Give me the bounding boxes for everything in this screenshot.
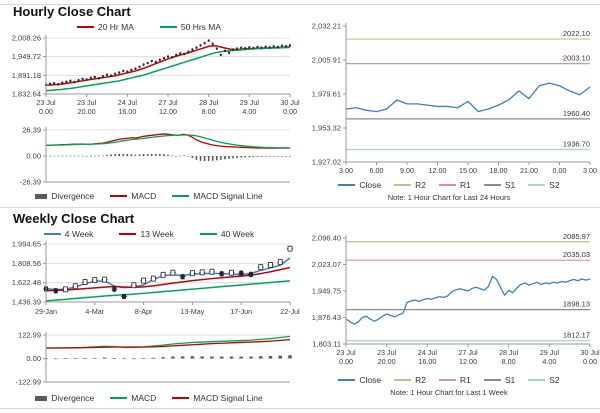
svg-text:2,023.07: 2,023.07 xyxy=(311,260,341,270)
svg-text:0.00: 0.00 xyxy=(26,354,41,363)
svg-text:1,832.64: 1,832.64 xyxy=(11,89,41,99)
svg-text:26.39: 26.39 xyxy=(22,125,41,135)
intraday-1w-chart xyxy=(300,228,598,374)
svg-text:16.00: 16.00 xyxy=(418,357,437,366)
legend-label: MACD xyxy=(131,191,157,201)
divergence-bars-swatch-icon xyxy=(35,396,47,401)
green-line-swatch-icon xyxy=(200,233,217,235)
intraday-24h-legend xyxy=(300,180,598,190)
svg-text:27 Jul: 27 Jul xyxy=(458,348,478,357)
svg-text:1,876.43: 1,876.43 xyxy=(311,313,341,323)
svg-text:8.00: 8.00 xyxy=(201,107,216,116)
svg-text:13-May: 13-May xyxy=(180,307,205,316)
intraday-1w-legend xyxy=(300,375,598,385)
svg-text:1,953.32: 1,953.32 xyxy=(311,123,341,133)
svg-text:3.00: 3.00 xyxy=(339,166,353,175)
green-line-swatch-icon xyxy=(110,397,127,399)
legend-item-r1 xyxy=(439,180,471,190)
legend-item-divergence xyxy=(35,393,94,403)
lightblue-line-swatch-icon xyxy=(528,379,545,381)
svg-text:30 Jul: 30 Jul xyxy=(280,98,300,107)
intraday-24h-chart xyxy=(300,16,598,180)
svg-text:9.00: 9.00 xyxy=(400,166,414,175)
tan-line-swatch-icon xyxy=(394,184,411,186)
svg-text:16.00: 16.00 xyxy=(118,107,137,116)
svg-text:22-Jul: 22-Jul xyxy=(280,307,300,316)
lightblue-line-swatch-icon xyxy=(528,184,545,186)
svg-text:3.00: 3.00 xyxy=(583,166,597,175)
svg-text:12.00: 12.00 xyxy=(428,166,447,175)
svg-text:24 Jul: 24 Jul xyxy=(417,348,437,357)
legend-label: R2 xyxy=(415,180,426,190)
svg-text:0.00: 0.00 xyxy=(283,107,297,116)
legend-label: MACD Signal Line xyxy=(193,191,263,201)
svg-text:-26.39: -26.39 xyxy=(19,177,41,187)
green-line-swatch-icon xyxy=(160,26,177,28)
legend-item-s2 xyxy=(528,180,559,190)
salmon-line-swatch-icon xyxy=(439,184,456,186)
svg-text:12.00: 12.00 xyxy=(459,357,477,366)
svg-text:29-Jan: 29-Jan xyxy=(35,307,57,316)
red-line-swatch-icon xyxy=(77,26,94,28)
svg-text:1,927.02: 1,927.02 xyxy=(311,157,341,167)
legend-label: 13 Week xyxy=(140,229,174,239)
legend-label: MACD xyxy=(131,393,157,403)
legend-label: 4 Week xyxy=(64,229,94,239)
svg-text:122.99: 122.99 xyxy=(18,330,41,340)
legend-item-macd-signal xyxy=(172,393,262,403)
svg-text:28 Jul: 28 Jul xyxy=(199,98,219,107)
svg-text:18.00: 18.00 xyxy=(489,166,508,175)
svg-text:29 Jul: 29 Jul xyxy=(239,98,259,107)
svg-text:2,008.26: 2,008.26 xyxy=(11,33,41,43)
weekly-macd-legend xyxy=(2,393,296,403)
tan-line-swatch-icon xyxy=(394,379,411,381)
svg-text:1,803.11: 1,803.11 xyxy=(312,339,341,349)
svg-text:2035.03: 2035.03 xyxy=(562,250,590,260)
svg-text:1,949.75: 1,949.75 xyxy=(311,286,341,296)
red-line-swatch-icon xyxy=(119,233,136,235)
divergence-bars-swatch-icon xyxy=(35,194,47,199)
legend-label: MACD Signal Line xyxy=(193,393,263,403)
svg-text:1,891.18: 1,891.18 xyxy=(11,70,41,80)
svg-text:4.00: 4.00 xyxy=(542,357,557,366)
legend-item-divergence xyxy=(35,191,94,201)
svg-text:24 Jul: 24 Jul xyxy=(117,98,137,107)
svg-text:0.00: 0.00 xyxy=(583,357,597,366)
legend-item-s1 xyxy=(484,180,515,190)
legend-item-close xyxy=(338,180,381,190)
intraday-1w-note: Note: 1 Hour Chart for Last 1 Week xyxy=(390,388,508,397)
gray-line-swatch-icon xyxy=(484,379,501,381)
legend-item-r2 xyxy=(394,180,426,190)
legend-label: Close xyxy=(359,180,382,190)
legend-item-r1 xyxy=(439,375,471,385)
svg-text:29 Jul: 29 Jul xyxy=(539,348,559,357)
svg-text:21.00: 21.00 xyxy=(520,166,538,175)
weekly-chart-title: Weekly Close Chart xyxy=(13,211,135,226)
intraday-24h-note: Note: 1 Hour Chart for Last 24 Hours xyxy=(387,193,511,202)
svg-text:1,622.48: 1,622.48 xyxy=(11,278,41,288)
legend-label: 20 Hr MA xyxy=(97,22,134,32)
svg-text:0.00: 0.00 xyxy=(552,166,567,175)
gray-line-swatch-icon xyxy=(484,184,501,186)
bottom-border xyxy=(0,408,600,409)
legend-item-20hr-ma xyxy=(77,22,134,32)
svg-text:23 Jul: 23 Jul xyxy=(36,98,56,107)
legend-label: 50 Hrs MA xyxy=(180,22,222,32)
blue-line-swatch-icon xyxy=(338,379,355,381)
svg-text:20.00: 20.00 xyxy=(77,107,96,116)
svg-text:8-Apr: 8-Apr xyxy=(134,307,153,316)
weekly-close-chart xyxy=(2,238,300,328)
svg-text:20.00: 20.00 xyxy=(377,357,396,366)
salmon-line-swatch-icon xyxy=(439,379,456,381)
svg-text:2,032.21: 2,032.21 xyxy=(311,21,341,31)
svg-text:27 Jul: 27 Jul xyxy=(158,98,178,107)
legend-label: Divergence xyxy=(51,393,95,403)
legend-item-macd xyxy=(110,191,156,201)
legend-label: S2 xyxy=(549,375,560,385)
legend-label: S2 xyxy=(549,180,560,190)
svg-text:1,994.65: 1,994.65 xyxy=(11,239,41,249)
svg-text:8.00: 8.00 xyxy=(501,357,516,366)
svg-text:15.00: 15.00 xyxy=(459,166,477,175)
legend-label: S1 xyxy=(504,180,516,190)
svg-text:4.00: 4.00 xyxy=(242,107,257,116)
legend-label: S1 xyxy=(504,375,516,385)
svg-text:2,005.91: 2,005.91 xyxy=(311,55,341,65)
red-line-swatch-icon xyxy=(172,397,189,399)
svg-text:0.00: 0.00 xyxy=(26,151,41,161)
legend-label: 40 Week xyxy=(220,229,255,239)
svg-text:0.00: 0.00 xyxy=(339,357,353,366)
svg-text:1,436.39: 1,436.39 xyxy=(11,297,41,307)
svg-text:2,096.40: 2,096.40 xyxy=(311,233,341,243)
legend-label: R1 xyxy=(459,180,471,190)
svg-text:1960.40: 1960.40 xyxy=(562,108,590,118)
hourly-close-chart xyxy=(2,32,300,122)
svg-text:1936.70: 1936.70 xyxy=(562,139,590,149)
legend-item-macd-signal xyxy=(172,191,262,201)
hourly-ma-legend xyxy=(2,22,296,32)
hourly-macd-legend xyxy=(2,191,296,201)
legend-label: R1 xyxy=(459,375,471,385)
svg-text:6.00: 6.00 xyxy=(369,166,384,175)
svg-text:4-Mar: 4-Mar xyxy=(85,307,105,316)
svg-text:23 Jul: 23 Jul xyxy=(377,348,397,357)
svg-text:1,949.72: 1,949.72 xyxy=(11,52,41,62)
svg-text:-122.99: -122.99 xyxy=(15,377,41,387)
svg-text:23 Jul: 23 Jul xyxy=(77,98,97,107)
legend-label: Divergence xyxy=(51,191,95,201)
svg-text:23 Jul: 23 Jul xyxy=(336,348,356,357)
svg-text:1,808.56: 1,808.56 xyxy=(11,258,41,268)
hourly-chart-title: Hourly Close Chart xyxy=(13,4,131,19)
svg-text:17-Jun: 17-Jun xyxy=(230,307,253,316)
legend-item-s1 xyxy=(484,375,515,385)
section-divider xyxy=(0,207,600,208)
svg-text:28 Jul: 28 Jul xyxy=(499,348,519,357)
svg-text:2085.97: 2085.97 xyxy=(562,231,590,241)
legend-item-50hrs-ma xyxy=(160,22,221,32)
hourly-macd-chart xyxy=(2,124,296,190)
legend-label: Close xyxy=(359,375,382,385)
legend-label: R2 xyxy=(415,375,426,385)
green-line-swatch-icon xyxy=(172,195,189,197)
blue-line-swatch-icon xyxy=(338,184,355,186)
svg-text:1,979.61: 1,979.61 xyxy=(311,89,341,99)
svg-text:12.00: 12.00 xyxy=(159,107,177,116)
weekly-macd-chart xyxy=(2,330,296,392)
svg-text:1898.13: 1898.13 xyxy=(562,299,590,309)
svg-text:0.00: 0.00 xyxy=(39,107,53,116)
svg-text:2003.10: 2003.10 xyxy=(562,53,590,63)
blue-line-swatch-icon xyxy=(44,233,61,235)
svg-text:30 Jul: 30 Jul xyxy=(580,348,600,357)
legend-item-close xyxy=(338,375,381,385)
legend-item-macd xyxy=(110,393,156,403)
legend-item-s2 xyxy=(528,375,559,385)
red-line-swatch-icon xyxy=(110,195,127,197)
legend-item-r2 xyxy=(394,375,426,385)
svg-text:1812.17: 1812.17 xyxy=(562,330,590,340)
svg-text:2022.10: 2022.10 xyxy=(562,29,590,39)
